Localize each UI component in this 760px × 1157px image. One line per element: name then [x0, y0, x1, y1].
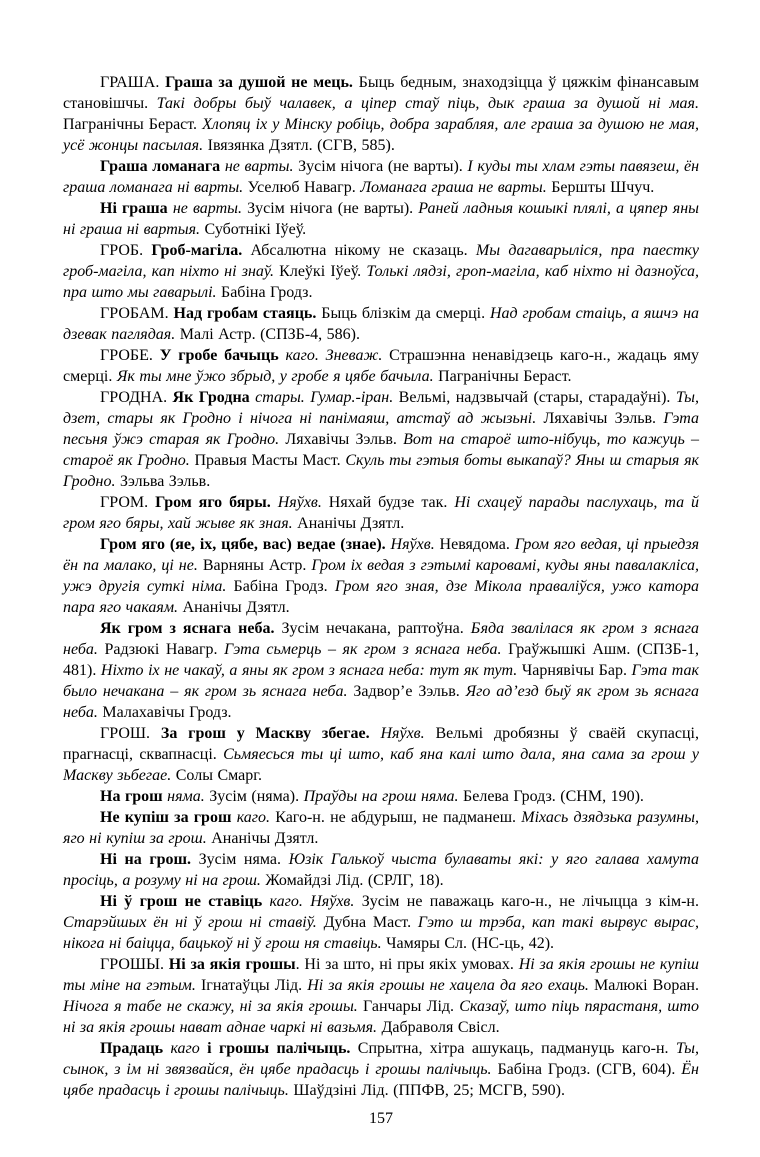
text-run: Ананічы Дзятл. — [297, 515, 405, 532]
italic-run: Гром іх ведая з гэтымі каровамі, куды яны павалакліса, ужэ другія суткі німа. — [63, 557, 699, 595]
italic-run: Бяда звалілася як гром з яснага неба. — [63, 620, 699, 658]
italic-run: Мы дагаварыліся, пра паестку гроб-магіла, кап ніхто ні знаў. — [63, 242, 700, 280]
text-run: Дабраволя Свісл. — [381, 1019, 500, 1036]
text-run: Зусім няма. — [198, 851, 289, 868]
text-run: Малі Астр. (СПЗБ-4, 586). — [179, 326, 360, 343]
text-run: Невядома. — [439, 536, 515, 553]
paragraph — [63, 303, 699, 345]
text-run: Зусім нічога (не варты). — [298, 158, 468, 175]
text-run: ГРОДНА. — [100, 389, 173, 406]
bold-run: Над гробам стаяць. — [173, 305, 322, 322]
text-run: Ляхавічы Зэльв. — [285, 431, 404, 448]
paragraph — [63, 387, 699, 492]
italic-run: І куды ты хлам гэты павязеш, ён граша ломанага ні варты. — [63, 158, 700, 196]
italic-run: Ні за якія грошы не хацела да яго ехаць. — [307, 977, 594, 994]
text-run: Зэльва Зэльв. — [119, 473, 211, 490]
italic-run: Яго ад’езд быў як гром зь яснага неба. — [63, 683, 700, 721]
text-run: Ананічы Дзятл. — [182, 599, 290, 616]
italic-run: Нічога я табе не скажу, ні за якія грошы. — [63, 998, 363, 1015]
italic-run: Ні схацеў парады паслухаць, та й гром яго бяры, хай жыве як зная. — [63, 494, 700, 532]
text-run: Бабіна Гродз. (СГВ, 604). — [497, 1061, 682, 1078]
bold-run: Ні на грош. — [100, 851, 199, 868]
italic-run: Як ты мне ўжо збрыд, у гробе я цябе бачыла. — [116, 368, 439, 385]
text-run: Быць бедным, знаходзіцца ў цяжкім фінансавым становішчы. — [63, 74, 700, 112]
text-run: Пагранічны Бераст. — [63, 116, 203, 133]
italic-run: Ломанага граша не варты. — [360, 179, 552, 196]
italic-run: не варты. — [172, 200, 248, 217]
italic-run: Ні за якія грошы не купіш ты міне на гэтым. — [63, 956, 699, 994]
text-run: Уселюб Навагр. — [247, 179, 361, 196]
italic-run: Праўды на грош няма. — [303, 788, 464, 805]
italic-run: Сказаў, што піць пярастаня, што ні за якія грошы нават аднае чаркі ні вазьмя. — [63, 998, 699, 1036]
bold-run: У гробе бачыць — [159, 347, 286, 364]
italic-run: Вот на староё што-нібуць, то кажуць – староё як Гродно. — [63, 431, 700, 469]
text-run: Зусім не паважаць каго-н., не лічыцца з кім-н. — [361, 893, 699, 910]
text-run: Ананічы Дзятл. — [211, 830, 319, 847]
paragraph — [63, 492, 699, 534]
text-run: ГРАША. — [100, 74, 166, 91]
bold-run: Гроб-магіла. — [151, 242, 251, 259]
bold-run: Як гром з яснага неба. — [100, 620, 282, 637]
text-run: Шаўдзіні Лід. (ППФВ, 25; МСГВ, 590). — [293, 1082, 565, 1099]
text-run: ГРОБАМ. — [100, 305, 174, 322]
bold-run: Ні граша — [100, 200, 173, 217]
italic-run: Няўхв. — [390, 536, 440, 553]
bold-run: Граша за душой не мець. — [165, 74, 359, 91]
text-run: Бершты Шчуч. — [551, 179, 655, 196]
bold-run: Як Гродна — [172, 389, 256, 406]
text-run: Чарнявічы Бар. — [521, 662, 632, 679]
italic-run: Старэйшых ён ні ў грош ні ставіў. — [63, 914, 324, 931]
italic-run: Сьмяесься ты ці што, каб яна калі што дала, яна сама за грош у Маскву зьбегае. — [63, 746, 699, 784]
text-run: Івязянка Дзятл. (СГВ, 585). — [207, 137, 395, 154]
bold-run: На грош — [100, 788, 168, 805]
italic-run: каго. — [236, 809, 276, 826]
page-number: 157 — [369, 1110, 393, 1127]
italic-run: Ты, дзет, стары як Гродно і нічога ні панімаяш, атстаў ад жызьні. — [63, 389, 700, 427]
paragraph — [63, 807, 699, 849]
text-run: ГРОБЕ. — [100, 347, 160, 364]
bold-run: За грош у Маскву збегае. — [160, 725, 381, 742]
text-run: Правыя Масты Маст. — [194, 452, 346, 469]
paragraph — [63, 954, 699, 1038]
text-run: Абсалютна нікому не сказаць. — [250, 242, 476, 259]
text-run: Пагранічны Бераст. — [438, 368, 572, 385]
italic-run: Гэто ш трэба, кап такі вырвус вырас, нікога ні баіцца, бацькоў ні ў грош ня ставіць. — [63, 914, 700, 952]
text-run: Быць блізкім да смерці. — [321, 305, 490, 322]
text-run: Малюкі Воран. — [593, 977, 699, 994]
text-run: ГРОМ. — [100, 494, 156, 511]
italic-run: Гэта так было нечакана – як гром зь яснага неба. — [63, 662, 700, 700]
paragraph — [63, 891, 699, 954]
bold-run: Не купіш за грош — [100, 809, 237, 826]
text-run: Бабіна Гродз. — [233, 578, 335, 595]
paragraph — [63, 198, 699, 240]
text-run: Вельмі, надзвычай (стары, старадаўні). — [398, 389, 676, 406]
italic-run: Гром яго зная, дзе Мікола праваліўся, ужо катора пара яго чакаям. — [63, 578, 700, 616]
document-body — [63, 72, 699, 1101]
paragraph — [63, 156, 699, 198]
text-run: Страшэнна ненавідзець каго-н., жадаць яму смерці. — [63, 347, 699, 385]
italic-run: Няўхв. — [380, 725, 436, 742]
italic-run: Над гробам стаіць, а яшчэ на дзевак паглядая. — [63, 305, 699, 343]
text-run: Зусім нічога (не варты). — [247, 200, 419, 217]
text-run: Белева Гродз. (СНМ, 190). — [463, 788, 644, 805]
text-run: Чамяры Сл. (НС-ць, 42). — [386, 935, 555, 952]
bold-run: Гром яго бяры. — [155, 494, 278, 511]
italic-run: не варты. — [224, 158, 299, 175]
paragraph — [63, 723, 699, 786]
paragraph — [63, 240, 699, 303]
italic-run: Такі добры быў чалавек, а ціпер стаў піць, дык граша за душой ні мая. — [156, 95, 699, 112]
text-run: Каго-н. не абдурыш, не падманеш. — [275, 809, 522, 826]
italic-run: каго. Няўхв. — [269, 893, 362, 910]
text-run: ГРОШЫ. — [100, 956, 169, 973]
italic-run: стары. Гумар.-іран. — [255, 389, 399, 406]
text-run: Ляхавічы Зэльв. — [543, 410, 664, 427]
text-run: ГРОБ. — [100, 242, 152, 259]
italic-run: Юзік Галькоў чыста булаваты які: у яго галава хамута просіць, а розуму ні на грош. — [63, 851, 700, 889]
text-run: Малахавічы Гродз. — [102, 704, 232, 721]
italic-run: Гэта песьня ўжэ старая як Гродно. — [63, 410, 700, 448]
text-run: Жомайдзі Лід. (СРЛГ, 18). — [265, 872, 444, 889]
text-run: Зусім нечакана, раптоўна. — [281, 620, 471, 637]
italic-run: Ніхто іх не чакаў, а яны як гром з яснага неба: тут як тут. — [100, 662, 522, 679]
text-run: Варняны Астр. — [202, 557, 312, 574]
text-run: Солы Смарг. — [175, 767, 262, 784]
bold-run: Граша ломанага — [100, 158, 225, 175]
paragraph — [63, 618, 699, 723]
italic-run: каго — [170, 1040, 208, 1057]
italic-run: Ён цябе прадасць і грошы палічыць. — [63, 1061, 699, 1099]
text-run: Задвор’е Зэльв. — [353, 683, 466, 700]
text-run: ГРОШ. — [100, 725, 161, 742]
italic-run: Ты, сынок, з ім ні звязвайся, ён цябе прадасць і грошы палічыць. — [63, 1040, 700, 1078]
text-run: Дубна Маст. — [323, 914, 418, 931]
bold-run: Прадаць — [100, 1040, 171, 1057]
text-run: Ганчары Лід. — [362, 998, 460, 1015]
text-run: Граўжышкі Ашм. (СПЗБ-1, 481). — [63, 641, 699, 679]
paragraph — [63, 1038, 699, 1101]
paragraph — [63, 534, 699, 618]
text-run: Зусім (няма). — [209, 788, 304, 805]
italic-run: Толькі лядзі, гроп-магіла, каб ніхто ні дазноўса, пра што мы гаварылі. — [63, 263, 699, 301]
italic-run: Раней ладныя кошыкі плялі, а цяпер яны ні граша ні вартыя. — [63, 200, 700, 238]
text-run: Суботнікі Іўеў. — [204, 221, 307, 238]
text-run: Спрытна, хітра ашукаць, падмануць каго-н. — [357, 1040, 676, 1057]
bold-run: Гром яго (яе, іх, цябе, вас) ведае (знае). — [100, 536, 391, 553]
bold-run: Ні ў грош не ставіць — [100, 893, 270, 910]
italic-run: каго. Зневаж. — [285, 347, 390, 364]
italic-run: Гэта сьмерць – як гром з яснага неба. — [224, 641, 509, 658]
text-run: Ігнатаўцы Лід. — [200, 977, 308, 994]
text-run: Няхай будзе так. — [328, 494, 455, 511]
italic-run: Няўхв. — [277, 494, 329, 511]
paragraph — [63, 849, 699, 891]
text-run: Вельмі дробязны ў сваёй скупасці, прагнасці, сквапнасці. — [63, 725, 699, 763]
italic-run: Хлопяц іх у Мінску робіць, добра зарабляя, але граша за душою не мая, усё жонцы пасылая. — [63, 116, 700, 154]
bold-run: Ні за якія грошы — [168, 956, 296, 973]
text-run: . Ні за што, ні пры якіх умовах. — [295, 956, 519, 973]
italic-run: няма. — [167, 788, 210, 805]
paragraph — [63, 72, 699, 156]
text-run: Радзюкі Навагр. — [104, 641, 225, 658]
paragraph — [63, 786, 699, 807]
italic-run: Скуль ты гэтыя боты выкапаў? Яны ш старыя як Гродно. — [63, 452, 699, 490]
bold-run: і грошы палічыць. — [207, 1040, 358, 1057]
italic-run: Міхась дзядзька разумны, яго ні купіш за грош. — [63, 809, 700, 847]
italic-run: Гром яго ведая, ці прыедзя ён па малако, ці не. — [63, 536, 700, 574]
paragraph — [63, 345, 699, 387]
text-run: Бабіна Гродз. — [221, 284, 313, 301]
text-run: Клеўкі Іўеў. — [279, 263, 367, 280]
